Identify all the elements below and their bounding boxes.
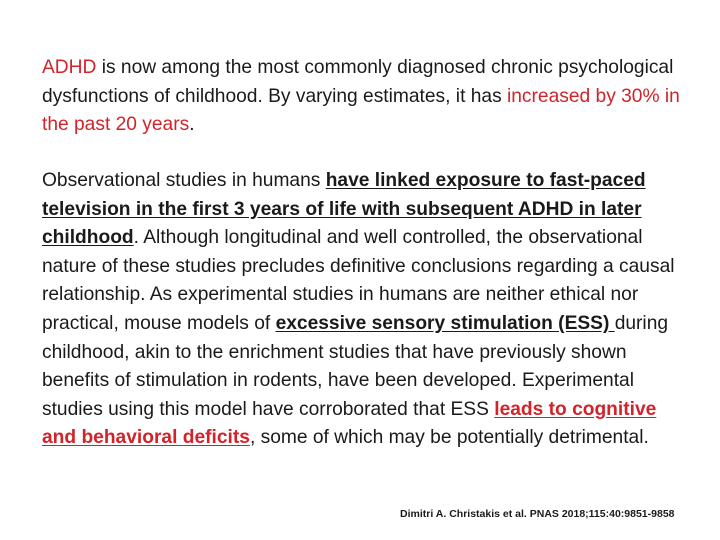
prevalence-text: is now among the most commonly diagnosed chronic psychological dysfunctions of childhood. By varying estimates, it has <box>42 57 674 107</box>
paragraph-adhd-prevalence <box>42 54 692 140</box>
adhd-term: ADHD <box>42 57 97 78</box>
ess-highlight: excessive sensory stimulation (ESS) <box>275 312 615 334</box>
studies-continuation: during childhood, akin to the enrichment studies that have previously shown benefits of stimulation in rodents, have been developed. Experimental studies using this model have corroborated that ESS <box>42 312 669 420</box>
deficits-highlight: leads to cognitive and behavioral deficits <box>42 398 657 449</box>
studies-end: , some of which may be potentially detrimental. <box>249 427 649 449</box>
studies-middle: . Although longitudinal and well controlled, the observational nature of these studies precludes definitive conclusions regarding a causal relationship. As experimental studies in humans are neither ethical nor practical, mouse models of <box>42 227 675 334</box>
paragraph-studies <box>42 167 692 453</box>
studies-intro: Observational studies in humans <box>42 170 326 191</box>
linked-exposure-highlight: have linked exposure to fast-paced television in the first 3 years of life with subsequent ADHD in later childhood <box>42 170 646 249</box>
period: . <box>189 114 195 136</box>
citation: Dimitri A. Christakis et al. PNAS 2018;115:40:9851-9858 <box>400 508 675 520</box>
increase-highlight: increased by 30% in the past 20 years <box>42 85 680 136</box>
